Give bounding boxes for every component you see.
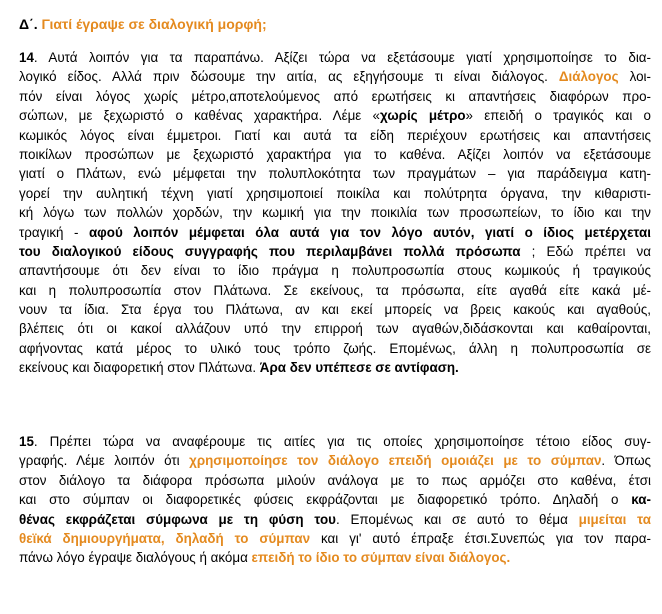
para14-line — [19, 281, 651, 300]
para14-line — [19, 48, 651, 67]
text-segment: » επειδή ο τραγικός και ο — [465, 108, 651, 124]
para14-line — [19, 203, 651, 222]
para15-line — [19, 548, 651, 567]
text-segment: . Αυτά λοιπόν για τα παραπάνω. Αξίζει τώρα να εξετάσουμε γιατί χρησιμοποίησε το δια- — [33, 50, 651, 65]
text-segment: πάνω λόγο έγραψε διαλόγους ή ακόμα — [19, 550, 252, 566]
text-segment: και η πολυπροσωπία στον Πλάτωνα. Σε εκείνους, τα πρόσωπα, είτε αγαθά είτε κακά μέ- — [19, 282, 651, 298]
para14-line — [19, 223, 651, 242]
para14-line — [19, 164, 651, 183]
text-segment: μιμείται τα — [578, 511, 651, 527]
text-segment: σώπων, με ξεχωριστό ο καθένας χαρακτήρα. Λέμε « — [19, 108, 380, 124]
section-label: Δ΄. — [19, 16, 38, 32]
text-segment: και γι' αυτό έπραξε έτσι.Συνεπώς για τον παρα- — [310, 530, 651, 546]
text-segment: αφήνοντας κατά μέρος το υλικό τους τρόπο ζωής. Επομένως, άλλη η πολυπροσωπία σε — [19, 340, 651, 356]
text-segment: λογικό είδος. Αλλά πριν δώσουμε την αιτία, ας εξηγήσουμε τι είναι διάλογος. — [19, 69, 559, 85]
para15-line — [19, 529, 651, 548]
text-segment: ; Εδώ πρέπει να — [520, 243, 651, 259]
section-title: Γιατί έγραψε σε διαλογική μορφή; — [41, 16, 267, 32]
para14-line — [19, 242, 651, 261]
text-segment: εκείνους και διαφορετική στον Πλάτωνα. — [19, 360, 260, 376]
text-segment: κωμικός λόγος είναι έμμετροι. Γιατί και αυτά τα είδη περιέχουν ερωτήσεις και απαντήσεις — [19, 127, 651, 143]
section-heading — [19, 14, 267, 34]
para14-line — [19, 339, 651, 358]
text-segment: κή λόγω των πολλών χορδών, την κωμική για την ποικιλία των προσωπείων, το ίδιο και την — [19, 205, 651, 221]
text-segment: κα- — [631, 492, 651, 508]
para14-line — [19, 145, 651, 164]
para15-line — [19, 471, 651, 490]
text-segment: νουν τα ίδια. Στα έργα του Πλάτωνα, αν και εκεί μπορείς να βρεις κακούς και αγαθούς, — [19, 302, 651, 318]
text-segment: πόν είναι λόγος χωρίς μέτρο,αποτελούμενος από ερωτήσεις κι απαντήσεις διαφόρων προ- — [19, 88, 651, 104]
para14-line — [19, 261, 651, 280]
text-segment: . Πρέπει τώρα να αναφέρουμε τις αιτίες για τις οποίες χρησιμοποίησε τέτοιο είδος συγ- — [33, 434, 651, 449]
paragraph-15 — [19, 432, 651, 568]
text-segment: . Όπως — [601, 453, 651, 469]
para14-line — [19, 67, 651, 86]
para14-line — [19, 184, 651, 203]
para14-line — [19, 319, 651, 338]
text-segment: γραφής. Λέμε λοιπόν ότι — [19, 453, 190, 469]
para15-line — [19, 451, 651, 470]
para15-line — [19, 432, 651, 451]
para15-line — [19, 490, 651, 509]
para14-line — [19, 126, 651, 145]
text-segment: γιατί ο Πλάτων, ενώ μέμφεται την πολυπλοκότητα των πραγμάτων – για παράδειγμα κατη- — [19, 166, 651, 182]
para14-line — [19, 106, 651, 125]
text-segment: τραγική - — [19, 224, 89, 240]
text-segment: . Επομένως και σε αυτό το θέμα — [335, 511, 579, 527]
text-segment: απαντήσουμε ότι δεν είναι το ίδιο πράγμα η πολυπροσωπία στους κωμικούς ή τραγικούς — [19, 263, 651, 279]
text-segment: Άρα δεν υπέπεσε σε αντίφαση. — [259, 360, 459, 376]
text-segment: βλέπεις ότι οι κακοί αλλάζουν υπό την επιρροή των αγαθών,διδάσκονται και καθαίρονται, — [19, 321, 651, 337]
paragraph-number: 14 — [19, 50, 34, 65]
para15-line — [19, 510, 651, 529]
paragraph-14 — [19, 48, 651, 378]
text-segment: του διαλογικού είδους συγγραφής που περιλαμβάνει πολλά πρόσωπα — [19, 243, 521, 259]
para14-line — [19, 358, 651, 377]
text-segment: και στο σύμπαν οι διαφορετικές φύσεις εκφράζονται με διαφορετικό τρόπο. Δηλαδή ο — [19, 492, 632, 508]
text-segment: χρησιμοποίησε τον διάλογο επειδή ομοιάζει με το σύμπαν — [189, 453, 602, 469]
text-segment: ποικίλων προσώπων με ξεχωριστό χαρακτήρα για το καθένα. Αξίζει λοιπόν να εξετάσουμε — [19, 146, 651, 162]
text-segment: Διάλογος — [558, 69, 619, 85]
text-segment: θένας εκφράζεται σύμφωνα με τη φύση του — [19, 511, 336, 527]
text-segment: χωρίς μέτρο — [379, 108, 466, 124]
para14-line — [19, 87, 651, 106]
paragraph-number: 15 — [19, 434, 34, 449]
text-segment: στον διάλογο τα διάφορα πρόσωπα μιλούν ανάλογα με το πως αρμόζει στο καθένα, έτσι — [19, 472, 651, 488]
para14-line — [19, 300, 651, 319]
text-segment: λοι- — [618, 69, 651, 85]
text-segment: θεϊκά δημιουργήματα, δηλαδή το σύμπαν — [19, 530, 311, 546]
text-segment: γορεί την αυλητική τέχνη γιατί χρησιμοποιεί ποικίλα και πολύτρητα όργανα, την κιθαριστι- — [19, 185, 651, 201]
text-segment: επειδή το ίδιο το σύμπαν είναι διάλογος. — [251, 550, 511, 566]
text-segment: αφού λοιπόν μέμφεται όλα αυτά για τον λόγο αυτόν, γιατί ο ίδιος μετέρχεται — [88, 224, 651, 240]
